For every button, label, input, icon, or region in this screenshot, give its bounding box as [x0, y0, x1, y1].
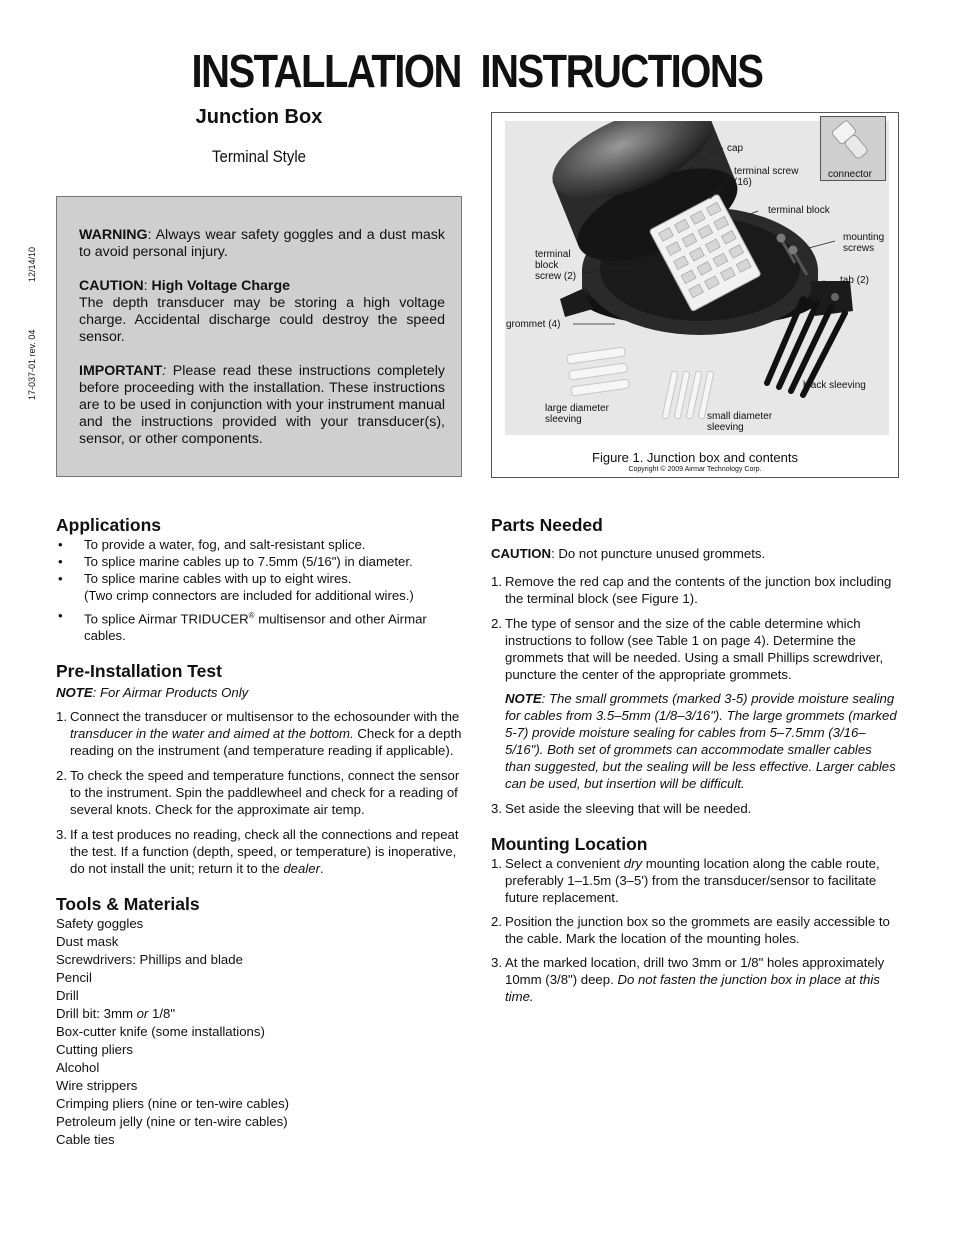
applications-item: • To splice marine cables up to 7.5mm (5/16") in diameter. [56, 553, 464, 570]
pretest-step-1 [56, 708, 464, 759]
label-cap: cap [727, 143, 744, 154]
step-text: Connect the transducer or multisensor to the echosounder with the [70, 709, 460, 725]
parts-caution-text: : Do not puncture unused grommets. [551, 546, 766, 561]
label-tb-screw-1: terminal [535, 249, 571, 260]
tools-item-text: Drill bit: 3mm [56, 1006, 137, 1022]
label-black-sleeving: black sleeving [803, 380, 866, 391]
right-column [491, 514, 899, 1005]
tools-item [56, 1005, 464, 1023]
parts-caution-label: CAUTION [491, 546, 552, 561]
parts-heading: Parts Needed [491, 515, 603, 535]
tools-item: Screwdrivers: Phillips and blade [56, 952, 243, 968]
step-text: Check for a depth reading on the instrument (and temperature reading if applicable). [70, 726, 462, 759]
step-text: Position the junction box so the grommets are easily accessible to the cable. Mark the location of the mounting holes. [505, 914, 890, 946]
mounting-step-2 [491, 913, 899, 947]
tools-item-text: 1/8" [148, 1006, 176, 1022]
applications-item: • To provide a water, fog, and salt-resistant splice. [56, 536, 464, 553]
step-number: 2. [491, 616, 502, 631]
step-text-italic: Do not fasten the junction box in place at this time. [505, 972, 880, 1004]
tools-item: Dust mask [56, 934, 119, 950]
mounting-step-3 [491, 954, 899, 1005]
tools-list [56, 915, 464, 1149]
step-text: To check the speed and temperature functions, connect the sensor to the instrument. Spin the paddlewheel and check for a reading of several knots. Check for the approximate air temp. [70, 768, 460, 818]
label-terminal-screw-2: (16) [734, 177, 752, 188]
applications-item-text: To splice marine cables with up to eight wires. [84, 571, 352, 586]
left-column [56, 514, 464, 1149]
label-terminal-block: terminal block [768, 205, 830, 216]
step-text: If a test produces no reading, check all the connections and repeat the test. If a function (depth, speed, or temperature) is inoperative, do not install the unit; return it to the [70, 827, 459, 877]
warning-label: WARNING [79, 227, 148, 243]
pretest-note [56, 684, 464, 701]
figure-junction-box [491, 112, 899, 478]
step-text: The type of sensor and the size of the cable determine which instructions to follow (see Table 1 on page 4). Determine the grommets that will be needed. Using a small Phillips screwdriver, puncture the center of the appropriate grommets. [505, 616, 884, 682]
pretest-note-text: : For Airmar Products Only [92, 685, 249, 701]
tools-item: Cutting pliers [56, 1042, 133, 1058]
label-mounting-screws-2: screws [843, 243, 875, 254]
parts-caution [491, 545, 899, 562]
warning-paragraph [79, 227, 445, 261]
label-large-sleeving-1: large diameter [545, 403, 609, 414]
step-number: 2. [56, 768, 67, 784]
registered-mark: ® [248, 611, 255, 620]
important-label: IMPORTANT [79, 363, 163, 379]
caution-text: The depth transducer may be storing a high voltage charge. Accidental discharge could destroy the speed sensor. [79, 295, 445, 345]
step-text: Select a convenient [505, 856, 624, 871]
parts-note [491, 690, 899, 792]
step-text-italic: dealer [283, 861, 320, 877]
label-small-sleeving-1: small diameter [707, 411, 773, 422]
step-number: 3. [491, 955, 502, 970]
tools-item: Petroleum jelly (nine or ten-wire cables) [56, 1114, 288, 1130]
connector-inset [820, 116, 886, 181]
pretest-step-2 [56, 767, 464, 818]
applications-item [56, 570, 464, 604]
step-text: Remove the red cap and the contents of the junction box including the terminal block (see Figure 1). [505, 574, 892, 606]
important-paragraph [79, 363, 445, 448]
tools-item: Pencil [56, 970, 92, 986]
step-text: Set aside the sleeving that will be needed. [505, 801, 752, 816]
figure-caption: Figure 1. Junction box and contents [592, 450, 798, 465]
step-text: . [320, 861, 324, 877]
tools-item: Drill [56, 988, 79, 1004]
tools-item: Crimping pliers (nine or ten-wire cables) [56, 1096, 290, 1112]
label-terminal-screw-1: terminal screw [734, 166, 799, 177]
label-connector: connector [828, 169, 872, 180]
applications-item-note: (Two crimp connectors are included for additional wires.) [84, 588, 414, 603]
label-small-sleeving-2: sleeving [707, 422, 744, 433]
step-text-italic: transducer in the water and aimed at the bottom. [70, 726, 354, 742]
parts-step-2 [491, 615, 899, 683]
tools-item: Wire strippers [56, 1078, 138, 1094]
figure-copyright: Copyright © 2009 Airmar Technology Corp. [628, 466, 762, 473]
document-date: 12/14/10 [27, 246, 37, 282]
step-text-italic: dry [623, 856, 643, 871]
applications-item [56, 607, 464, 644]
pretest-heading: Pre-Installation Test [56, 661, 222, 682]
step-text: At the marked location, drill two 3mm or 1/8" holes approximately 10mm (3/8") deep. [505, 955, 885, 987]
label-tab: tab (2) [840, 275, 869, 286]
step-number: 1. [491, 574, 502, 589]
tools-item: Safety goggles [56, 916, 144, 932]
product-title: Junction Box [195, 106, 323, 128]
product-style: Terminal Style [212, 147, 306, 166]
warning-box [56, 196, 462, 477]
mounting-step-1 [491, 855, 899, 906]
label-tb-screw-3: screw (2) [535, 271, 577, 282]
step-number: 2. [491, 914, 502, 929]
step-number: 1. [56, 709, 67, 725]
caution-paragraph [79, 278, 445, 346]
caution-label: CAUTION [79, 278, 144, 294]
tools-item: Cable ties [56, 1132, 115, 1148]
connector-illustration [821, 117, 885, 167]
applications-item-text: multisensor and other Airmar cables. [84, 611, 427, 644]
label-grommet: grommet (4) [506, 319, 561, 330]
tools-item: Box-cutter knife (some installations) [56, 1024, 265, 1040]
tools-item-italic: or [136, 1006, 149, 1022]
pretest-step-3 [56, 826, 464, 877]
label-mounting-screws-1: mounting [843, 232, 885, 243]
page-title: INSTALLATION INSTRUCTIONS [191, 46, 763, 98]
parts-note-label: NOTE [505, 691, 542, 706]
label-large-sleeving-2: sleeving [545, 414, 582, 425]
pretest-note-label: NOTE [56, 685, 93, 701]
document-code: 17-037-01 rev. 04 [27, 329, 37, 400]
parts-note-text: : The small grommets (marked 3-5) provide moisture sealing for cables from 3.5–5mm (1/8–3/16"). The large grommets (marked 5-7) provide moisture sealing for cables from 5–7.5mm (3/16–5/16"). Both set of grommets can accommodate smaller cables than suggested, but the sealing will be less effective. Larger cables can be used, but insertion will be difficult. [505, 691, 897, 791]
large-diameter-sleeving [567, 347, 630, 396]
tools-item: Alcohol [56, 1060, 100, 1076]
mounting-heading: Mounting Location [491, 834, 648, 854]
warning-text: : Always wear safety goggles and a dust mask to avoid personal injury. [79, 227, 445, 260]
caution-sep: : [143, 278, 152, 294]
applications-heading: Applications [56, 515, 162, 535]
caution-title: High Voltage Charge [151, 278, 291, 294]
label-tb-screw-2: block [535, 260, 559, 271]
step-number: 3. [56, 827, 67, 843]
important-text: Please read these instructions completely before proceeding with the installation. These instructions are to be used in conjunction with your instrument manual and the instructions provided with your transducer(s), sensor, or other components. [79, 363, 445, 447]
tools-heading: Tools & Materials [56, 894, 200, 915]
parts-step-3 [491, 800, 899, 817]
step-number: 1. [491, 856, 502, 871]
parts-step-1 [491, 573, 899, 607]
important-colon: : [162, 363, 167, 379]
step-text: mounting location along the cable route, preferably 1–1.5m (3–5') from the transducer/sensor to facilitate future replacement. [505, 856, 880, 905]
applications-item-text: To splice Airmar TRIDUCER [84, 611, 249, 627]
step-number: 3. [491, 801, 502, 816]
